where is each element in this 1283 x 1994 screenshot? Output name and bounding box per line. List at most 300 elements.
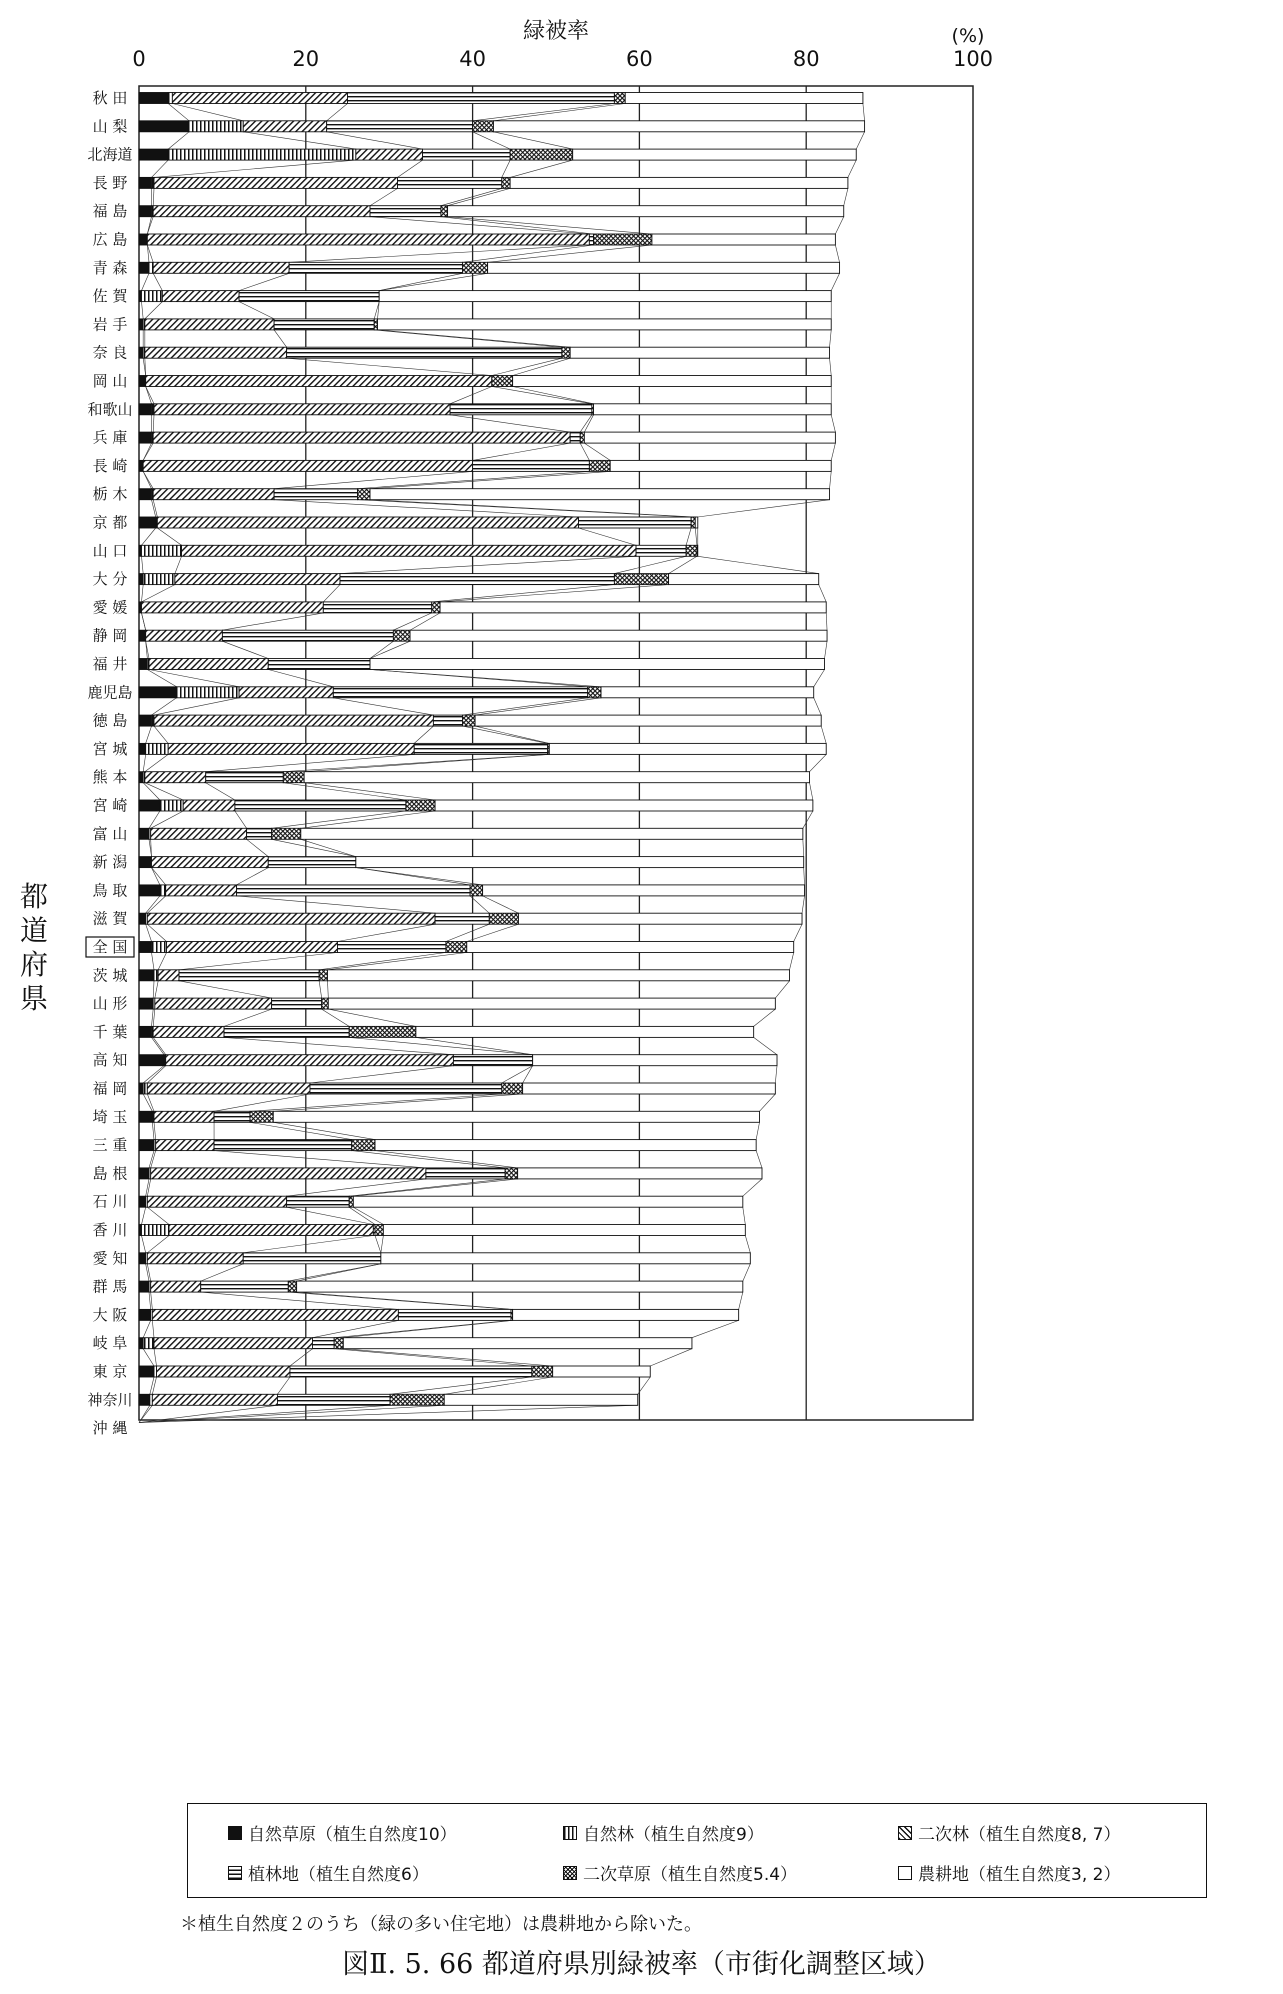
connector-line bbox=[337, 924, 435, 941]
bar-segment bbox=[584, 432, 835, 443]
bar-segment bbox=[435, 800, 813, 811]
y-tick-label: 兵 庫 bbox=[92, 428, 128, 447]
bar-segment bbox=[142, 1225, 170, 1236]
connector-line bbox=[142, 585, 175, 602]
connector-line bbox=[463, 245, 594, 262]
legend-label: 二次林（植生自然度8, 7） bbox=[918, 1825, 1121, 1845]
connector-line bbox=[352, 1151, 505, 1168]
bar-segment bbox=[139, 206, 152, 217]
bar-segment bbox=[157, 1366, 290, 1377]
connector-line bbox=[274, 330, 287, 347]
connector-line bbox=[158, 953, 166, 970]
bar-segment bbox=[390, 1394, 444, 1405]
connector-line bbox=[283, 783, 406, 800]
connector-line bbox=[349, 1037, 532, 1054]
connector-line bbox=[475, 726, 549, 743]
bar-segment bbox=[322, 998, 329, 1009]
legend-item-secondary-forest bbox=[898, 1820, 1120, 1845]
connector-line bbox=[206, 783, 235, 800]
bar-segment bbox=[375, 1225, 383, 1236]
bar-segment bbox=[272, 998, 322, 1009]
connector-line bbox=[614, 556, 686, 573]
connector-line bbox=[142, 585, 144, 602]
bar-segment bbox=[333, 687, 587, 698]
y-tick-label: 群 馬 bbox=[92, 1277, 128, 1296]
connector-line bbox=[151, 839, 152, 856]
connector-line bbox=[153, 1037, 166, 1054]
connector-line bbox=[463, 698, 588, 715]
connector-line bbox=[146, 1264, 149, 1281]
bar-segment bbox=[652, 234, 835, 245]
bar-segment bbox=[224, 1026, 349, 1037]
connector-line bbox=[835, 217, 843, 234]
y-tick-label: 和歌山 bbox=[87, 400, 133, 419]
bar-segment bbox=[483, 885, 805, 896]
bar-segment bbox=[579, 517, 692, 528]
connector-line bbox=[669, 556, 697, 573]
connector-line bbox=[142, 1236, 146, 1253]
bar-segment bbox=[139, 517, 156, 528]
bar-segment bbox=[283, 772, 304, 783]
bar-segment bbox=[139, 998, 153, 1009]
connector-line bbox=[378, 330, 571, 347]
bar-segment bbox=[614, 93, 625, 104]
bar-segment bbox=[697, 545, 698, 556]
y-tick-label: 北海道 bbox=[87, 145, 133, 164]
bar-segment bbox=[518, 1168, 762, 1179]
bar-segment bbox=[426, 1168, 505, 1179]
legend bbox=[187, 1803, 1207, 1898]
connector-line bbox=[301, 839, 356, 856]
connector-line bbox=[142, 1207, 146, 1224]
bar-segment bbox=[274, 319, 374, 330]
connector-line bbox=[759, 1094, 775, 1111]
y-tick-label: 山 口 bbox=[92, 541, 128, 560]
bar-segment bbox=[463, 262, 488, 273]
connector-line bbox=[146, 387, 154, 404]
bar-segment bbox=[448, 206, 844, 217]
connector-line bbox=[143, 1349, 154, 1366]
bar-segment bbox=[510, 177, 848, 188]
y-tick-label: 大 分 bbox=[92, 570, 128, 589]
connector-line bbox=[237, 868, 269, 885]
bar-segment bbox=[152, 857, 269, 868]
bar-segment bbox=[155, 998, 272, 1009]
legend-item-secondary-grassland bbox=[563, 1860, 797, 1885]
bar-segment bbox=[147, 1083, 310, 1094]
connector-line bbox=[686, 528, 691, 545]
y-tick-label: 岩 手 bbox=[92, 315, 128, 334]
bar-segment bbox=[301, 828, 803, 839]
bar-segment bbox=[518, 913, 802, 924]
y-tick-label: 香 川 bbox=[92, 1221, 128, 1239]
connector-line bbox=[327, 104, 348, 121]
y-tick-label: 福 井 bbox=[92, 655, 128, 673]
connector-line bbox=[152, 1037, 165, 1054]
bar-segment bbox=[340, 574, 614, 585]
connector-line bbox=[273, 1094, 522, 1111]
bar-segment bbox=[505, 1168, 518, 1179]
connector-line bbox=[493, 104, 625, 121]
connector-line bbox=[147, 1066, 165, 1083]
bar-segment bbox=[139, 828, 149, 839]
connector-line bbox=[153, 415, 154, 432]
connector-line bbox=[149, 1292, 151, 1309]
bar-segment bbox=[139, 687, 177, 698]
legend-label: 二次草原（植生自然度5.4） bbox=[583, 1865, 798, 1885]
connector-line bbox=[398, 160, 423, 177]
bar-segment bbox=[206, 772, 284, 783]
y-tick-label: 山 梨 bbox=[92, 117, 128, 136]
connector-line bbox=[151, 1292, 153, 1309]
bar-segment bbox=[154, 404, 450, 415]
connector-line bbox=[650, 1349, 692, 1366]
bar-segment bbox=[139, 489, 152, 500]
bar-segment bbox=[143, 460, 472, 471]
bar-segment bbox=[273, 1111, 759, 1122]
connector-line bbox=[803, 839, 804, 856]
connector-line bbox=[379, 273, 487, 290]
bar-segment bbox=[139, 1366, 154, 1377]
bar-segment bbox=[473, 121, 494, 132]
bar-segment bbox=[139, 432, 152, 443]
bar-segment bbox=[158, 970, 179, 981]
y-tick-label: 長 崎 bbox=[92, 456, 128, 475]
bar-segment bbox=[139, 970, 154, 981]
connector-line bbox=[831, 443, 835, 460]
bar-segment bbox=[489, 913, 518, 924]
connector-line bbox=[154, 160, 356, 177]
y-tick-label: 長 野 bbox=[92, 173, 128, 192]
bar-segment bbox=[570, 347, 829, 358]
y-tick-label: 奈 良 bbox=[92, 343, 128, 362]
connector-line bbox=[319, 953, 446, 970]
connector-line bbox=[277, 1377, 290, 1394]
bar-segment bbox=[139, 1083, 143, 1094]
connector-line bbox=[154, 726, 168, 743]
y-tick-label: 秋 田 bbox=[92, 89, 128, 107]
connector-line bbox=[201, 1292, 399, 1309]
connector-line bbox=[151, 811, 184, 828]
y-tick-label: 福 岡 bbox=[92, 1079, 128, 1098]
bar-segment bbox=[153, 262, 289, 273]
bar-segment bbox=[356, 857, 804, 868]
connector-line bbox=[146, 1179, 149, 1196]
connector-line bbox=[152, 1377, 156, 1394]
bar-segment bbox=[272, 828, 301, 839]
connector-line bbox=[145, 358, 146, 375]
connector-line bbox=[146, 896, 160, 913]
diagonal-hatch-swatch-icon bbox=[898, 1826, 912, 1840]
connector-line bbox=[237, 896, 435, 913]
connector-line bbox=[340, 556, 636, 573]
bar-segment bbox=[143, 1338, 154, 1349]
bar-segment bbox=[153, 1026, 224, 1037]
bar-segment bbox=[147, 1196, 286, 1207]
bar-segment bbox=[440, 602, 826, 613]
connector-line bbox=[835, 245, 839, 262]
connector-line bbox=[201, 1264, 244, 1281]
connector-line bbox=[214, 1094, 310, 1111]
bar-segment bbox=[398, 177, 502, 188]
connector-line bbox=[310, 1066, 453, 1083]
y-tick-label: 全 国 bbox=[92, 938, 128, 956]
vertical-hatch-swatch-icon bbox=[563, 1826, 577, 1840]
bar-segment bbox=[435, 913, 489, 924]
bar-segment bbox=[310, 1083, 502, 1094]
bar-segment bbox=[410, 630, 827, 641]
connector-line bbox=[343, 1320, 512, 1337]
bar-segment bbox=[139, 942, 152, 953]
bar-segment bbox=[381, 1253, 750, 1264]
bar-segment bbox=[139, 404, 152, 415]
y-tick-label: 青 森 bbox=[92, 258, 128, 277]
bar-segment bbox=[686, 545, 697, 556]
bar-segment bbox=[151, 828, 247, 839]
connector-line bbox=[147, 1179, 150, 1196]
connector-line bbox=[175, 556, 182, 573]
bar-segment bbox=[157, 517, 578, 528]
y-tick-label: 宮 崎 bbox=[92, 796, 128, 815]
connector-line bbox=[239, 273, 289, 290]
connector-line bbox=[370, 670, 601, 687]
bar-segment bbox=[142, 291, 163, 302]
bar-segment bbox=[175, 574, 340, 585]
bar-segment bbox=[247, 828, 272, 839]
connector-line bbox=[513, 387, 594, 404]
y-tick-label: 三 重 bbox=[92, 1136, 128, 1155]
bar-segment bbox=[348, 93, 615, 104]
bar-segment bbox=[475, 715, 821, 726]
bar-segment bbox=[139, 234, 147, 245]
connector-line bbox=[510, 160, 573, 177]
bar-segment bbox=[139, 913, 146, 924]
bar-segment bbox=[139, 772, 143, 783]
connector-line bbox=[756, 1122, 759, 1139]
x-tick-label: 0 bbox=[132, 47, 146, 71]
connector-line bbox=[149, 811, 160, 828]
bar-segment bbox=[145, 347, 287, 358]
connector-line bbox=[304, 783, 435, 800]
bar-segment bbox=[502, 1083, 523, 1094]
connector-line bbox=[206, 754, 415, 771]
connector-line bbox=[743, 1264, 751, 1281]
bar-segment bbox=[370, 489, 830, 500]
connector-line bbox=[143, 783, 160, 800]
bar-segment bbox=[235, 800, 406, 811]
connector-line bbox=[483, 896, 519, 913]
bar-segment bbox=[154, 970, 158, 981]
bar-segment bbox=[473, 460, 590, 471]
y-tick-label: 埼 玉 bbox=[92, 1107, 128, 1126]
bar-segment bbox=[287, 1196, 350, 1207]
legend-item-natural-forest bbox=[563, 1820, 764, 1845]
y-tick-label: 鹿児島 bbox=[87, 683, 133, 702]
legend-item-farmland bbox=[898, 1860, 1120, 1885]
bar-segment bbox=[510, 149, 573, 160]
connector-line bbox=[287, 1179, 426, 1196]
bar-segment bbox=[553, 1366, 651, 1377]
bar-segment bbox=[139, 319, 143, 330]
x-tick-label: 20 bbox=[292, 47, 320, 71]
bar-segment bbox=[153, 432, 570, 443]
y-tick-label: 栃 木 bbox=[92, 485, 128, 504]
bar-segment bbox=[154, 1338, 312, 1349]
connector-line bbox=[379, 273, 462, 290]
connector-line bbox=[356, 868, 483, 885]
connector-line bbox=[463, 726, 548, 743]
y-axis-title: 都 道 府 県 bbox=[19, 880, 48, 1015]
connector-line bbox=[152, 698, 177, 715]
bar-segment bbox=[562, 347, 570, 358]
bar-segment bbox=[580, 432, 584, 443]
y-tick-label: 沖 縄 bbox=[92, 1419, 128, 1438]
bar-segment bbox=[139, 1140, 154, 1151]
bar-segment bbox=[289, 262, 462, 273]
bar-segment bbox=[370, 659, 825, 670]
bar-segment bbox=[139, 149, 168, 160]
connector-line bbox=[152, 953, 155, 970]
bar-segment bbox=[222, 630, 393, 641]
bar-segment bbox=[695, 517, 698, 528]
connector-line bbox=[492, 387, 592, 404]
connector-line bbox=[492, 358, 562, 375]
bar-segment bbox=[139, 1338, 143, 1349]
connector-line bbox=[143, 1320, 151, 1337]
bar-segment bbox=[453, 1055, 532, 1066]
bar-segment bbox=[154, 715, 433, 726]
bar-segment bbox=[588, 687, 601, 698]
bar-segment bbox=[149, 262, 153, 273]
connector-line bbox=[147, 217, 153, 234]
legend-label: 植林地（植生自然度6） bbox=[248, 1865, 429, 1885]
bar-segment bbox=[328, 998, 775, 1009]
connector-line bbox=[745, 1236, 750, 1253]
connector-line bbox=[358, 471, 590, 488]
x-tick-label: 40 bbox=[459, 47, 486, 71]
connector-line bbox=[301, 811, 435, 828]
connector-line bbox=[370, 188, 398, 205]
bar-segment bbox=[492, 376, 513, 387]
connector-line bbox=[475, 698, 601, 715]
connector-line bbox=[152, 1320, 154, 1337]
connector-line bbox=[448, 188, 511, 205]
bar-segment bbox=[166, 1055, 454, 1066]
bar-segment bbox=[139, 1253, 146, 1264]
bar-segment bbox=[358, 489, 371, 500]
bar-segment bbox=[470, 885, 483, 896]
connector-line bbox=[450, 387, 492, 404]
bar-segment bbox=[312, 1338, 334, 1349]
bar-segment bbox=[149, 659, 268, 670]
connector-line bbox=[739, 1292, 743, 1309]
connector-line bbox=[441, 217, 594, 234]
bar-segment bbox=[239, 291, 379, 302]
connector-line bbox=[143, 471, 153, 488]
bar-segment bbox=[589, 234, 593, 245]
connector-line bbox=[290, 1349, 313, 1366]
bar-segment bbox=[287, 347, 562, 358]
x-tick-label: 60 bbox=[626, 47, 653, 71]
bar-segment bbox=[172, 93, 347, 104]
connector-line bbox=[488, 245, 652, 262]
bar-segment bbox=[151, 1168, 426, 1179]
bar-segment bbox=[201, 1281, 289, 1292]
connector-line bbox=[157, 528, 181, 545]
connector-line bbox=[272, 811, 406, 828]
y-tick-label: 岡 山 bbox=[92, 372, 128, 390]
connector-line bbox=[349, 1179, 505, 1196]
connector-line bbox=[147, 1207, 169, 1224]
bar-segment bbox=[502, 177, 510, 188]
y-tick-label: 京 都 bbox=[92, 513, 128, 532]
connector-line bbox=[142, 528, 156, 545]
bar-segment bbox=[268, 659, 370, 670]
bar-segment bbox=[414, 743, 547, 754]
bar-segment bbox=[139, 1168, 149, 1179]
bar-segment bbox=[162, 291, 239, 302]
bar-segment bbox=[143, 574, 175, 585]
y-tick-label: 徳 島 bbox=[92, 711, 128, 730]
x-axis-title: 緑被率 bbox=[522, 19, 590, 44]
connector-line bbox=[179, 981, 272, 998]
y-tick-label: 石 川 bbox=[92, 1192, 128, 1211]
bar-segment bbox=[151, 1281, 201, 1292]
bar-segment bbox=[323, 602, 431, 613]
y-tick-label: 岐 阜 bbox=[92, 1334, 128, 1353]
bar-segment bbox=[441, 206, 448, 217]
connector-line bbox=[235, 811, 247, 828]
connector-line bbox=[794, 924, 802, 941]
y-tick-label: 高 知 bbox=[92, 1051, 128, 1070]
bar-segment bbox=[139, 800, 160, 811]
y-tick-label: 宮 城 bbox=[92, 739, 128, 758]
connector-line bbox=[698, 556, 819, 573]
bar-segment bbox=[139, 1111, 152, 1122]
bar-segment bbox=[145, 319, 274, 330]
bar-segment bbox=[370, 206, 441, 217]
bar-segment bbox=[610, 460, 831, 471]
connector-line bbox=[250, 1094, 502, 1111]
connector-line bbox=[155, 981, 158, 998]
connector-line bbox=[152, 1009, 154, 1026]
x-axis-unit: (%) bbox=[951, 25, 985, 47]
bar-segment bbox=[601, 687, 814, 698]
connector-line bbox=[698, 500, 830, 517]
connector-line bbox=[222, 641, 268, 658]
bar-segment bbox=[327, 121, 473, 132]
connector-line bbox=[147, 896, 165, 913]
connector-line bbox=[821, 726, 826, 743]
connector-line bbox=[143, 443, 153, 460]
connector-line bbox=[153, 1009, 155, 1026]
bar-segment bbox=[532, 1366, 553, 1377]
bar-segment bbox=[139, 857, 152, 868]
y-tick-label: 大 阪 bbox=[92, 1305, 128, 1324]
connector-line bbox=[272, 839, 356, 856]
bar-segment bbox=[277, 1394, 390, 1405]
bar-segment bbox=[139, 347, 143, 358]
connector-line bbox=[743, 1207, 746, 1224]
connector-line bbox=[446, 924, 489, 941]
connector-line bbox=[831, 415, 835, 432]
bar-segment bbox=[152, 1394, 277, 1405]
connector-line bbox=[224, 1009, 272, 1026]
connector-line bbox=[333, 698, 433, 715]
connector-line bbox=[243, 132, 356, 149]
connector-line bbox=[287, 358, 492, 375]
connector-line bbox=[297, 1264, 381, 1281]
